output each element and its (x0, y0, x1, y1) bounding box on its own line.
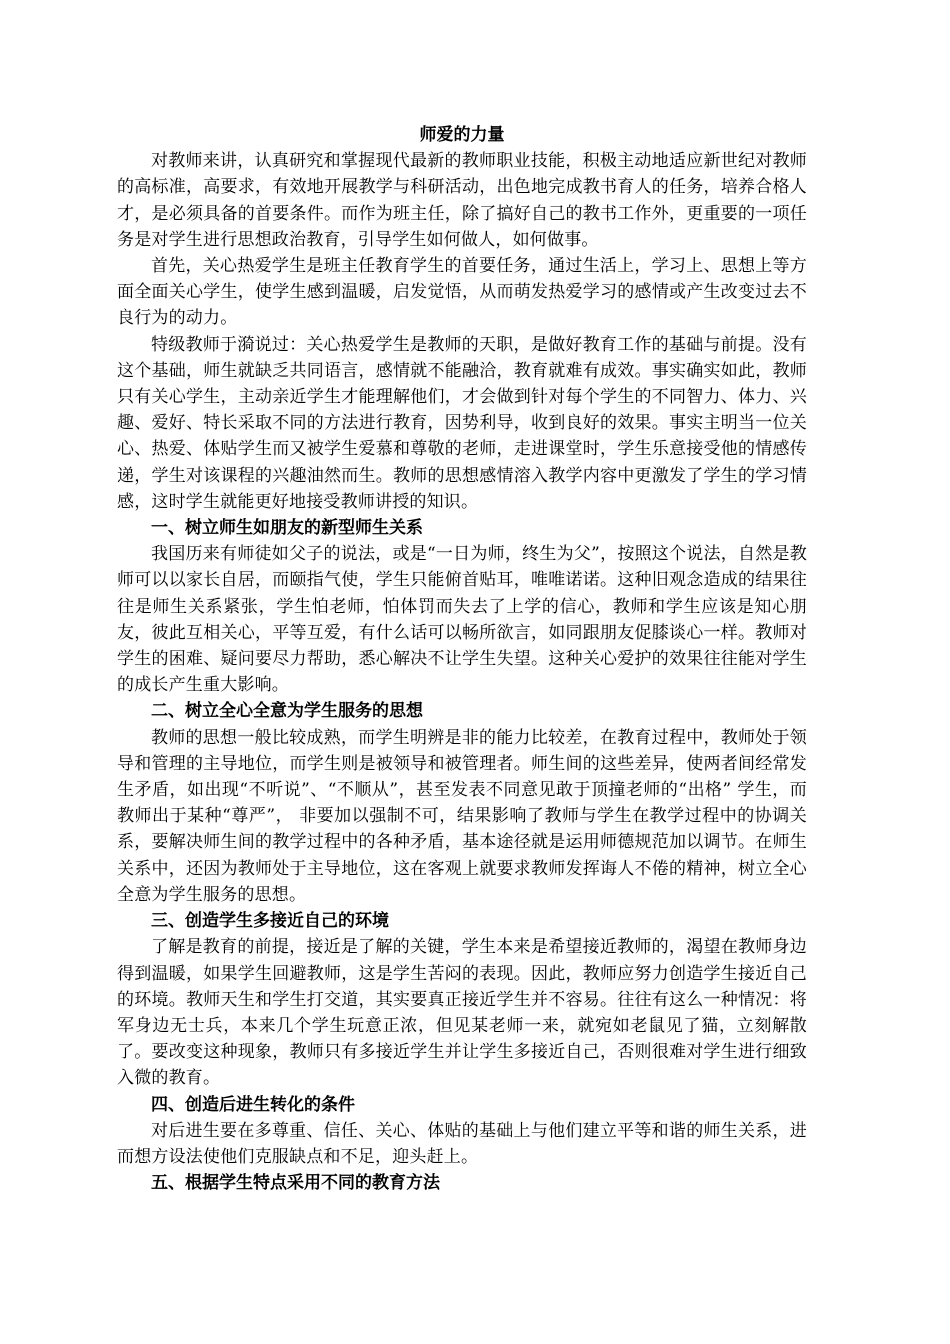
paragraph-4: 我国历来有师徒如父子的说法，或是“一日为师，终生为父”，按照这个说法，自然是教师可以以家长自居，而颐指气使，学生只能俯首贴耳，唯唯诺诺。这种旧观念造成的结果往往是师生关系紧张，学生怕老师，怕体罚而失去了上学的信心，教师和学生应该是知心朋友，彼此互相关心，平等互爱，有什么话可以畅所欲言，如同跟朋友促膝谈心一样。教师对学生的困难、疑问要尽力帮助，悉心解决不让学生失望。这种关心爱护的效果往往能对学生的成长产生重大影响。 (117, 544, 807, 696)
section-heading-2: 二、树立全心全意为学生服务的思想 (151, 701, 423, 722)
section-heading-4: 四、创造后进生转化的条件 (151, 1094, 355, 1115)
section-heading-3: 三、创造学生多接近自己的环境 (151, 911, 389, 932)
paragraph-6: 了解是教育的前提，接近是了解的关键，学生本来是希望接近教师的，渴望在教师身边得到温暖，如果学生回避教师，这是学生苦闷的表现。因此，教师应努力创造学生接近自己的环境。教师天生和学生打交道，其实要真正接近学生并不容易。往往有这么一种情况：将军身边无士兵，本来几个学生玩意正浓，但见某老师一来，就宛如老鼠见了猫，立刻解散了。要改变这种现象，教师只有多接近学生并让学生多接近自己，否则很难对学生进行细致入微的教育。 (117, 937, 807, 1089)
paragraph-5: 教师的思想一般比较成熟，而学生明辨是非的能力比较差，在教育过程中，教师处于领导和管理的主导地位，而学生则是被领导和被管理者。师生间的这些差异，使两者间经常发生矛盾，如出现“不听说”、“不顺从”，甚至发表不同意见敢于顶撞老师的“出格” 学生，而教师出于某种“尊严”， 非要加以强制不可，结果影响了教师与学生在教学过程中的协调关系，要解决师生间的教学过程中的各种矛盾，基本途径就是运用师德规范加以调节。在师生关系中，还因为教师处于主导地位，这在客观上就要求教师发挥诲人不倦的精神，树立全心全意为学生服务的思想。 (117, 727, 807, 905)
paragraph-1: 对教师来讲，认真研究和掌握现代最新的教师职业技能，积极主动地适应新世纪对教师的高标准，高要求，有效地开展教学与科研活动，出色地完成教书育人的任务，培养合格人才，是必须具备的首要条件。而作为班主任，除了搞好自己的教书工作外，更重要的一项任务是对学生进行思想政治教育，引导学生如何做人，如何做事。 (117, 151, 807, 250)
section-heading-1: 一、树立师生如朋友的新型师生关系 (151, 518, 423, 539)
paragraph-3: 特级教师于漪说过：关心热爱学生是教师的天职，是做好教育工作的基础与前提。没有这个基础，师生就缺乏共同语言，感情就不能融洽，教育就难有成效。事实确实如此，教师只有关心学生，主动亲近学生才能理解他们，才会做到针对每个学生的不同智力、体力、兴趣、爱好、特长采取不同的方法进行教育，因势利导，收到良好的效果。事实主明当一位关心、热爱、体贴学生而又被学生爱慕和尊敬的老师，走进课堂时，学生乐意接受他的情感传递，学生对该课程的兴趣油然而生。教师的思想感情溶入教学内容中更激发了学生的学习情感，这时学生就能更好地接受教师讲授的知识。 (117, 334, 807, 512)
document-page (117, 122, 807, 1196)
paragraph-2: 首先，关心热爱学生是班主任教育学生的首要任务，通过生活上，学习上、思想上等方面全面关心学生，使学生感到温暖，启发觉悟，从而萌发热爱学习的感情或产生改变过去不良行为的动力。 (117, 256, 807, 329)
document-title: 师爱的力量 (419, 125, 505, 145)
paragraph-7: 对后进生要在多尊重、信任、关心、体贴的基础上与他们建立平等和谐的师生关系，进而想方设法使他们克服缺点和不足，迎头赶上。 (117, 1120, 807, 1167)
section-heading-5: 五、根据学生特点采用不同的教育方法 (151, 1173, 440, 1194)
